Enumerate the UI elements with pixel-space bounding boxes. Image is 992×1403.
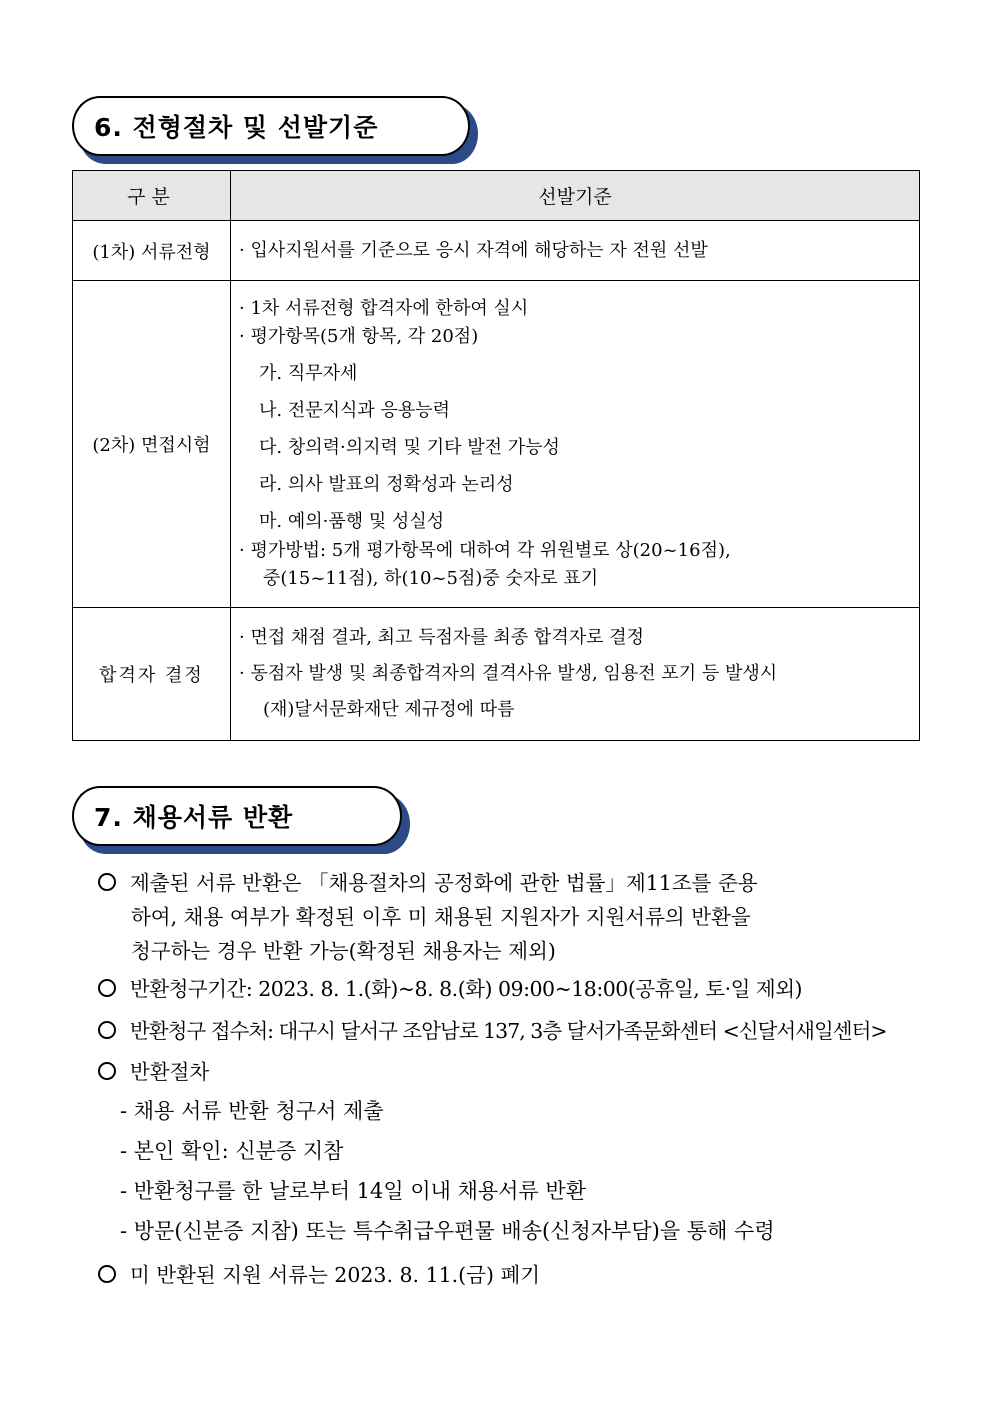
procedure-title-text: 반환절차 [130, 1060, 210, 1084]
return-office [98, 1014, 887, 1044]
selection-criteria-table [72, 170, 920, 741]
criteria-line: · 입사지원서를 기준으로 응시 자격에 해당하는 자 전원 선발 [239, 239, 708, 261]
circle-bullet-icon [98, 1265, 116, 1283]
criteria-line: · 1차 서류전형 합격자에 한하여 실시 [239, 298, 529, 319]
return-period [98, 972, 802, 1002]
criteria-line: · 평가방법: 5개 평가항목에 대하여 각 위원별로 상(20~16점), [239, 540, 731, 561]
procedure-step: - 방문(신분증 지참) 또는 특수취급우편물 배송(신청자부담)을 통해 수령 [120, 1219, 775, 1243]
header-criteria: 선발기준 [231, 171, 920, 221]
disposal-text: 미 반환된 지원 서류는 2023. 8. 11.(금) 폐기 [130, 1263, 541, 1287]
circle-bullet-icon [98, 979, 116, 997]
row-label: 합격자 결정 [73, 608, 231, 741]
section-7-title: 7. 채용서류 반환 [72, 786, 402, 846]
procedure-title [98, 1055, 209, 1085]
evaluation-item: 마. 예의·품행 및 성실성 [259, 511, 445, 532]
table-row-interview [73, 281, 920, 608]
evaluation-item: 나. 전문지식과 응용능력 [259, 400, 451, 421]
procedure-step: - 본인 확인: 신분증 지참 [120, 1139, 344, 1163]
row-label: (1차) 서류전형 [73, 221, 231, 281]
paragraph-line [98, 866, 758, 900]
criteria-line: · 평가항목(5개 항목, 각 20점) [239, 326, 479, 347]
paragraph-text: 제출된 서류 반환은 「채용절차의 공정화에 관한 법률」제11조를 준용 [130, 871, 758, 895]
paragraph-line: 청구하는 경우 반환 가능(확정된 채용자는 제외) [131, 939, 556, 963]
disposal-notice [98, 1258, 540, 1288]
criteria-line: 중(15~11점), 하(10~5점)중 숫자로 표기 [263, 568, 599, 589]
criteria-line: · 동점자 발생 및 최종합격자의 결격사유 발생, 임용전 포기 등 발생시 [239, 663, 778, 684]
section-6-heading [72, 96, 470, 156]
criteria-line: · 면접 채점 결과, 최고 득점자를 최종 합격자로 결정 [239, 627, 644, 648]
evaluation-item: 라. 의사 발표의 정확성과 논리성 [259, 474, 514, 495]
period-text: 반환청구기간: 2023. 8. 1.(화)~8. 8.(화) 09:00~18:00(공휴일, 토·일 제외) [130, 977, 803, 1001]
procedure-step: - 반환청구를 한 날로부터 14일 이내 채용서류 반환 [120, 1179, 586, 1203]
row-text [231, 608, 920, 741]
circle-bullet-icon [98, 873, 116, 891]
row-text [231, 221, 920, 281]
procedure-step: - 채용 서류 반환 청구서 제출 [120, 1099, 384, 1123]
criteria-line: (재)달서문화재단 제규정에 따름 [263, 699, 515, 720]
row-text [231, 281, 920, 608]
circle-bullet-icon [98, 1062, 116, 1080]
evaluation-item: 다. 창의력·의지력 및 기타 발전 가능성 [259, 437, 560, 458]
evaluation-item: 가. 직무자세 [259, 363, 358, 384]
table-header-row [73, 171, 920, 221]
table-row-document-screening [73, 221, 920, 281]
circle-bullet-icon [98, 1021, 116, 1039]
table-row-final-decision [73, 608, 920, 741]
row-label: (2차) 면접시험 [73, 281, 231, 608]
section-6-title: 6. 전형절차 및 선발기준 [72, 96, 470, 156]
office-text: 반환청구 접수처: 대구시 달서구 조암남로 137, 3층 달서가족문화센터 <신달서새일센터> [130, 1019, 887, 1043]
section-7-heading [72, 786, 402, 846]
header-category: 구분 [73, 171, 231, 221]
paragraph-line: 하여, 채용 여부가 확정된 이후 미 채용된 지원자가 지원서류의 반환을 [131, 905, 751, 929]
return-policy-paragraph [98, 866, 758, 968]
